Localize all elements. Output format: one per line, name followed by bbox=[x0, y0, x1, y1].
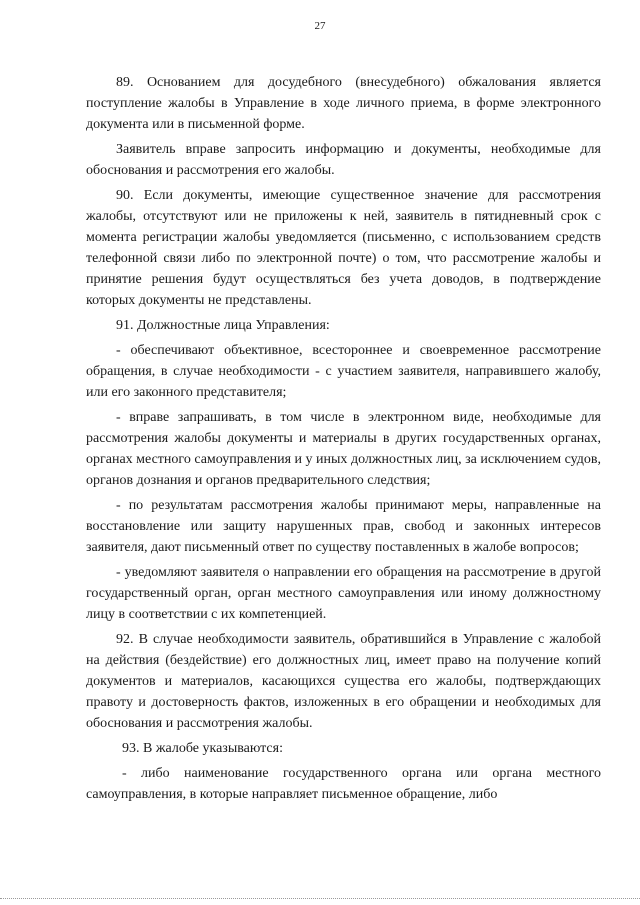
paragraph-89-continued: Заявитель вправе запросить информацию и документы, необходимые для обоснования и рассмотрения его жалобы. bbox=[86, 142, 601, 178]
list-item: - вправе запрашивать, в том числе в электронном виде, необходимые для рассмотрения жалобы документы и материалы в других государственных органах, органах местного самоуправления и у иных должностных лиц, за исключением судов, органов дознания и органов предварительного следствия; bbox=[86, 410, 601, 488]
list-item: - обеспечивают объективное, всестороннее и своевременное рассмотрение обращения, в случае необходимости - с участием заявителя, направившего жалобу, или его законного представителя; bbox=[86, 343, 601, 400]
paragraph-93: 93. В жалобе указываются: bbox=[122, 741, 283, 756]
paragraph-92: 92. В случае необходимости заявитель, обратившийся в Управление с жалобой на действия (бездействие) его должностных лиц, имеет право на получение копий документов и материалов, касающихся существа его жалобы, подтверждающих правоту и достоверность фактов, изложенных в его обращении и необходимых для обоснования и рассмотрения жалобы. bbox=[86, 632, 601, 731]
list-item: - либо наименование государственного органа или органа местного самоуправления, в которые направляет письменное обращение, либо bbox=[86, 766, 601, 802]
paragraph-91: 91. Должностные лица Управления: bbox=[116, 318, 330, 333]
list-item: - по результатам рассмотрения жалобы принимают меры, направленные на восстановление или защиту нарушенных прав, свобод и законных интересов заявителя, дают письменный ответ по существу поставленных в жалобе вопросов; bbox=[86, 498, 601, 555]
page-number: 27 bbox=[314, 20, 326, 32]
footer-divider bbox=[0, 898, 640, 899]
paragraph-90: 90. Если документы, имеющие существенное значение для рассмотрения жалобы, отсутствуют или не приложены к ней, заявитель в пятидневный срок с момента регистрации жалобы уведомляется (письменно, с использованием средств телефонной связи либо по электронной почте) о том, что рассмотрение жалобы и принятие решения будут осуществляться без учета доводов, в подтверждение которых документы не представлены. bbox=[86, 188, 601, 308]
list-item: - уведомляют заявителя о направлении его обращения на рассмотрение в другой государственный орган, орган местного самоуправления или иному должностному лицу в соответствии с их компетенцией. bbox=[86, 565, 601, 622]
document-body bbox=[86, 72, 601, 809]
paragraph-89: 89. Основанием для досудебного (внесудебного) обжалования является поступление жалобы в Управление в ходе личного приема, в форме электронного документа или в письменной форме. bbox=[86, 75, 601, 132]
